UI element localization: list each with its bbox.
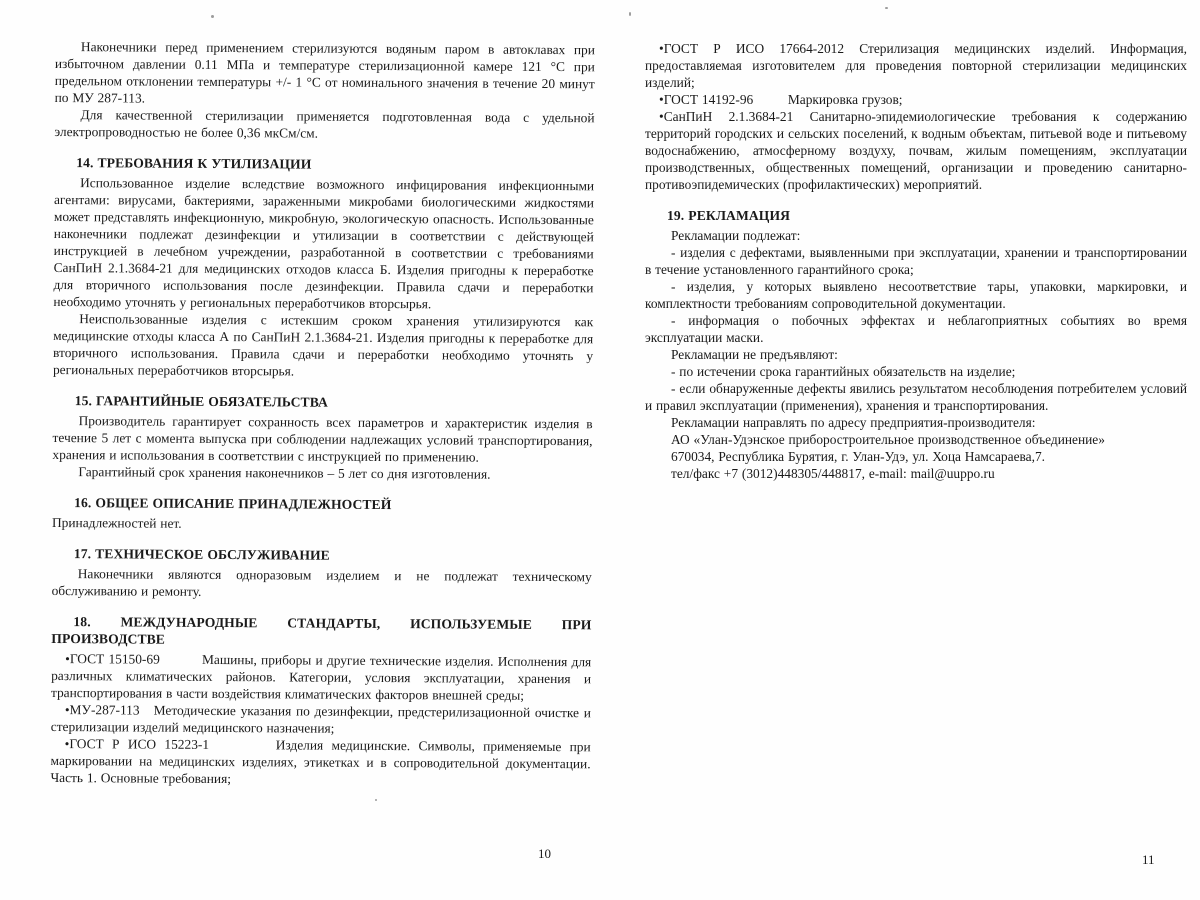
bullet-mu-287-113: •МУ-287-113 Методические указания по дезинфекции, предстерилизационной очистке и стерилизации изделий медицинского назначения;	[50, 702, 591, 736]
bullet-sanpin-2-1-3684-21: •СанПиН 2.1.3684-21 Санитарно-эпидемиологические требования к содержанию территорий городских и сельских поселений, к водным объектам, питьевой воде и питьевому водоснабжению, атмосферному воздуху, почвам, жилым помещениям, эксплуатации производственных, общественных помещений, организации и проведению санитарно-противоэпидемических (профилактических) мероприятий.	[645, 109, 1187, 192]
page-10	[50, 38, 595, 789]
scan-speck	[211, 15, 214, 18]
list-item-defects-during-warranty: - изделия с дефектами, выявленными при эксплуатации, хранении и транспортировании в течение установленного гарантийного срока;	[645, 245, 1187, 277]
paragraph-used-product-hazard: Использованное изделие вследствие возможного инфицирования инфекционными агентами: вирусами, бактериями, зараженными микробами биологическими жидкостями может представлять инфекционную, микробную, экологическую опасность. Использованные наконечники подлежат дезинфекции и утилизации в соответствии с действующей инструкцией в лечебном учреждении, разработанной в соответствии с требованиями СанПиН 2.1.3684-21 для медицинских отходов класса Б. Изделия пригодны к переработке для вторичного использования после дезинфекции. Правила сдачи и переработки необходимо уточнять у региональных переработчиков вторсырья.	[53, 175, 595, 312]
heading-technical-maintenance: 17. ТЕХНИЧЕСКОЕ ОБСЛУЖИВАНИЕ	[73, 546, 330, 563]
paragraph-sterilization-autoclave: Наконечники перед применением стерилизуются водяным паром в автоклавах при избыточном давлении 0.11 МПа и температуре стерилизационной камере 121 °С при предельном отклонении температуры +/- 1 °С от номинального значения в течение 20 минут по МУ 287-113.	[54, 39, 595, 106]
heading-international-standards: 18. МЕЖДУНАРОДНЫЕ СТАНДАРТЫ, ИСПОЛЬЗУЕМЫЕ ПРИ ПРОИЗВОДСТВЕ	[51, 614, 592, 647]
bullet-gost-r-iso-17664-2012: •ГОСТ Р ИСО 17664-2012 Стерилизация медицинских изделий. Информация, предоставляемая изготовителем для проведения повторной стерилизации медицинских изделий;	[645, 41, 1187, 90]
paragraph-manufacturer-address: 670034, Республика Бурятия, г. Улан-Удэ, ул. Хоца Намсараева,7.	[671, 449, 1045, 464]
heading-warranty-obligations: 15. ГАРАНТИЙНЫЕ ОБЯЗАТЕЛЬСТВА	[74, 393, 329, 410]
bullet-gost-15150-69: •ГОСТ 15150-69 Машины, приборы и другие технические изделия. Исполнения для различных климатических районов. Категории, условия эксплуатации, хранения и транспортирования в части воздействия климатических факторов внешней среды;	[50, 651, 592, 703]
heading-reclamation: 19. РЕКЛАМАЦИЯ	[667, 208, 791, 223]
list-item-warranty-expired: - по истечении срока гарантийных обязательств на изделие;	[671, 364, 1016, 379]
paragraph-unused-product-disposal: Неиспользованные изделия с истекшим сроком хранения утилизируются как медицинские отходы класса А по СанПиН 2.1.3684-21. Изделия пригодны к переработке для вторичного использования. Правила сдачи и переработки необходимо уточнять у региональных переработчиков вторсырья.	[52, 311, 594, 379]
paragraph-no-accessories: Принадлежностей нет.	[51, 514, 182, 531]
paragraph-manufacturer-name: АО «Улан-Удэнское приборостроительное производственное объединение»	[671, 432, 1105, 447]
page-11	[645, 40, 1187, 482]
bullet-gost-r-iso-15223-1: •ГОСТ Р ИСО 15223-1 Изделия медицинские. Символы, применяемые при маркировании на медицинских изделиях, этикетках и в сопроводительной документации. Часть 1. Основные требования;	[50, 736, 591, 787]
paragraph-maintenance-note: Наконечники являются одноразовым изделием и не подлежат техническому обслуживанию и ремонту.	[51, 566, 592, 599]
page-number-10: 10	[538, 846, 551, 861]
list-item-user-fault-defects: - если обнаруженные дефекты явились результатом несоблюдения потребителем условий и правил эксплуатации (применения), хранения и транспортирования.	[645, 381, 1187, 413]
paragraph-warranty-terms: Производитель гарантирует сохранность всех параметров и характеристик изделия в течение 5 лет с момента выпуска при соблюдении надлежащих условий транспортирования, хранения и использования в соответствии с инструкцией по применению.	[52, 413, 593, 465]
paragraph-reclamation-subject-intro: Рекламации подлежат:	[671, 228, 801, 243]
scan-speck	[885, 7, 888, 9]
heading-accessories-description: 16. ОБЩЕЕ ОПИСАНИЕ ПРИНАДЛЕЖНОСТЕЙ	[74, 495, 392, 513]
paragraph-reclamation-address-intro: Рекламации направлять по адресу предприятия-производителя:	[671, 415, 1036, 430]
paragraph-warranty-storage-period: Гарантийный срок хранения наконечников – 5 лет со дня изготовления.	[78, 464, 491, 482]
paragraph-manufacturer-contacts: тел/факс +7 (3012)448305/448817, e-mail: mail@uuppo.ru	[671, 466, 995, 481]
bullet-gost-14192-96: •ГОСТ 14192-96 Маркировка грузов;	[659, 92, 903, 107]
paragraph-water-requirement: Для качественной стерилизации применяется подготовленная вода с удельной электропроводностью не более 0,36 мкСм/см.	[54, 107, 595, 141]
page-number-11: 11	[1142, 852, 1155, 867]
paragraph-reclamation-not-subject-intro: Рекламации не предъявляют:	[671, 347, 838, 362]
list-item-side-effects-info: - информация о побочных эффектах и неблагоприятных событиях во время эксплуатации маски.	[645, 313, 1187, 345]
heading-utilization-requirements: 14. ТРЕБОВАНИЯ К УТИЛИЗАЦИИ	[76, 155, 312, 172]
list-item-packaging-mismatch: - изделия, у которых выявлено несоответствие тары, упаковки, маркировки, и комплектности требованиям сопроводительной документации.	[645, 279, 1187, 311]
scan-speck	[375, 799, 377, 801]
scan-speck	[629, 12, 631, 16]
